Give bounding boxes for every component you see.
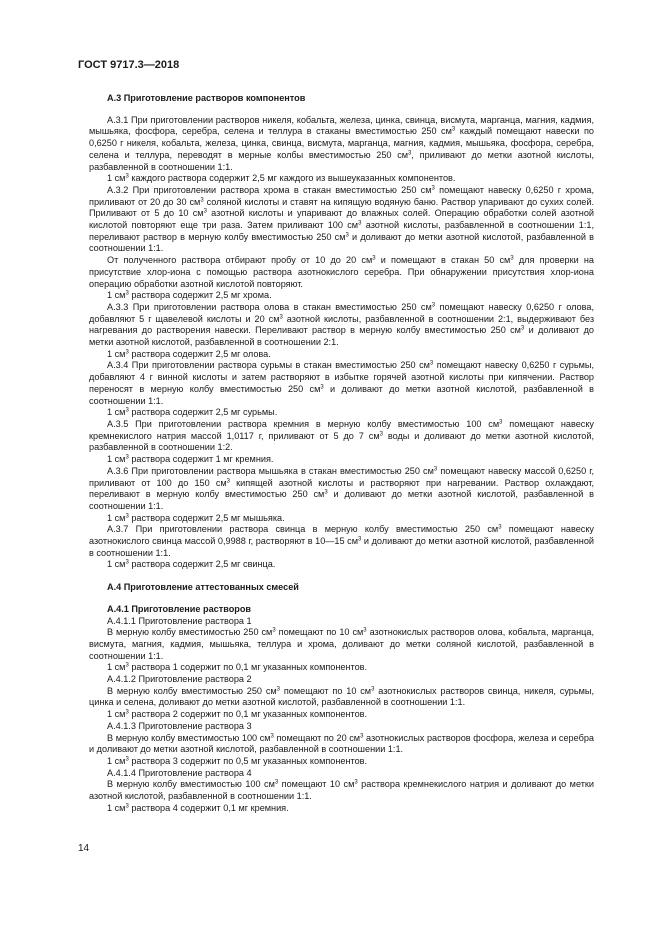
paragraph: А.3.4 При приготовлении раствора сурьмы в стакан вместимостью 250 $см^3$ помещают навеску 0,6250 г сурьмы, добавляют 4 г винной кислоты и затем растворяют в избытке горячей азотной кислоты при кипячении. Раствор переносят в мерную колбу вместимостью 250 $см^3$ и доливают до метки азотной кислотой, разбавленной в соотношении 1:1. xyxy=(89,360,595,406)
paragraph: В мерную колбу вместимостью 100 $см^3$ помещают 10 $см^3$ раствора кремнекислого натрия и доливают до метки азотной кислотой, разбавленной в соотношении 1:1. xyxy=(89,779,594,802)
standard-header: ГОСТ 9717.3—2018 xyxy=(78,59,180,71)
paragraph: 1 $см^3$ раствора содержит 2,5 мг мышьяка. xyxy=(107,512,285,523)
paragraph: В мерную колбу вместимостью 100 $см^3$ помещают по 20 $см^3$ азотнокислых растворов фосфора, железа и серебра и доливают до метки азотной кислотой, разбавленной в соотношении 1:1. xyxy=(89,732,594,755)
paragraph: А.3.6 При приготовлении раствора мышьяка в стакан вместимостью 250 $см^3$ помещают навеску массой 0,6250 г, приливают от 100 до 150 $см^3$ кипящей азотной кислоты и растворяют при нагревании. Раствор охлаждают, переливают в мерную колбу вместимостью 250 $см^3$ и доливают до метки азотной кислотой, разбавленной в соотношении 1:1. xyxy=(89,465,595,511)
paragraph: 1 $см^3$ раствора содержит 2,5 мг сурьмы. xyxy=(107,407,278,418)
paragraph: А.4.1.4 Приготовление раствора 4 xyxy=(107,767,252,778)
paragraph: А.3.1 При приготовлении растворов никеля, кобальта, железа, цинка, свинца, висмута, марганца, магния, кадмия, мышьяка, фосфора, серебра, селена и теллура в стаканы вместимостью 250 $см^3$ каждый помещают навески по 0,6250 г никеля, кобальта, железа, цинка, свинца, висмута, марганца, магния, кадмия, мышьяка, фосфора, серебра, селена и теллура, переводят в мерные колбы вместимостью 250 $см^3$, приливают до метки азотной кислоты, разбавленной в соотношении 1:1. xyxy=(89,114,595,172)
paragraph: 1 $см^3$ раствора содержит 2,5 мг олова. xyxy=(107,348,271,359)
paragraph: 1 $см^3$ раствора содержит 2,5 мг хрома. xyxy=(107,290,272,301)
paragraph: А.3.5 При приготовлении раствора кремния в мерную колбу вместимостью 100 $см^3$ помещают навеску кремнекислого натрия массой 1,0117 г, приливают от 5 до 7 $см^3$ воды и доливают до метки азотной кислотой, разбавленной в соотношении 1:2. xyxy=(89,418,594,453)
paragraph: 1 $см^3$ раствора содержит 2,5 мг свинца. xyxy=(107,559,276,570)
paragraph: В мерную колбу вместимостью 250 $см^3$ помещают по 10 $см^3$ азотнокислых растворов олова, кобальта, марганца, висмута, магния, кадмия, мышьяка, теллура и хрома, доливают до метки соляной кислотой, разбавленной в соотношении 1:1. xyxy=(89,627,594,661)
document-body xyxy=(89,93,594,814)
paragraph: 1 $см^3$ раствора 3 содержит по 0,5 мг указанных компонентов. xyxy=(107,755,368,766)
section-heading: А.4 Приготовление аттестованных смесей xyxy=(107,582,299,593)
paragraph: 1 $см^3$ раствора 4 содержит 0,1 мг кремния. xyxy=(107,802,289,813)
paragraph: 1 $см^3$ раствора 1 содержит по 0,1 мг указанных компонентов. xyxy=(107,662,368,673)
page-number: 14 xyxy=(78,843,90,854)
paragraph: А.3.7 При приготовлении раствора свинца в мерную колбу вместимостью 250 $см^3$ помещают навеску азотнокислого свинца массой 0,9988 г, растворяют в 10—15 $см^3$ и доливают до метки азотной кислотой, разбавленной в соотношении 1:1. xyxy=(89,524,594,558)
paragraph: А.3.3 При приготовлении раствора олова в стакан вместимостью 250 $см^3$ помещают навеску 0,6250 г олова, добавляют 5 г щавелевой кислоты и 20 $см^3$ азотной кислоты, разбавленной в соотношении 2:1, выдерживают без нагревания до растворения навески. Переливают раствор в мерную колбу вместимостью 250 $см^3$ и доливают до метки азотной кислотой, разбавленной в соотношении 2:1. xyxy=(89,301,595,348)
paragraph: 1 $см^3$ каждого раствора содержит 2,5 мг каждого из вышеуказанных компонентов. xyxy=(107,173,456,184)
paragraph: В мерную колбу вместимостью 250 $см^3$ помещают по 10 $см^3$ азотнокислых растворов свинца, никеля, сурьмы, цинка и селена, доливают до метки азотной кислотой, разбавленной в соотношении 1:1. xyxy=(89,685,594,708)
paragraph: 1 $см^3$ раствора 2 содержит по 0,1 мг указанных компонентов. xyxy=(107,709,368,720)
paragraph: От полученного раствора отбирают пробу от 10 до 20 $см^3$ и помещают в стакан 50 $см^3$ для проверки на присутствие хлор-иона с помощью раствора азотнокислого серебра. При обнаружении присутствия хлор-иона операцию обработки азотной кислотой повторяют. xyxy=(89,255,594,289)
paragraph: А.4.1.2 Приготовление раствора 2 xyxy=(107,674,252,685)
section-heading: А.3 Приготовление растворов компонентов xyxy=(107,93,306,103)
paragraph: А.4.1.3 Приготовление раствора 3 xyxy=(107,720,252,731)
section-heading: А.4.1 Приготовление растворов xyxy=(107,603,252,614)
paragraph: А.4.1.1 Приготовление раствора 1 xyxy=(107,615,252,626)
paragraph: А.3.2 При приготовлении раствора хрома в стакан вместимостью 250 $см^3$ помещают навеску 0,6250 г хрома, приливают от 20 до 30 $см^3$ соляной кислоты и ставят на кипящую водяную баню. Раствор упаривают до сухих солей. Приливают от 5 до 10 $см^3$ азотной кислоты и упаривают до влажных солей. Операцию обработки солей азотной кислотой повторяют еще три раза. Затем приливают 100 $см^3$ азотной кислоты, разбавленной в соотношении 1:1, переливают раствор в мерную колбу вместимостью 250 $см^3$ и доливают до метки азотной кислотой, разбавленной в соотношении 1:1. xyxy=(89,184,595,254)
paragraph: 1 $см^3$ раствора содержит 1 мг кремния. xyxy=(107,454,274,465)
